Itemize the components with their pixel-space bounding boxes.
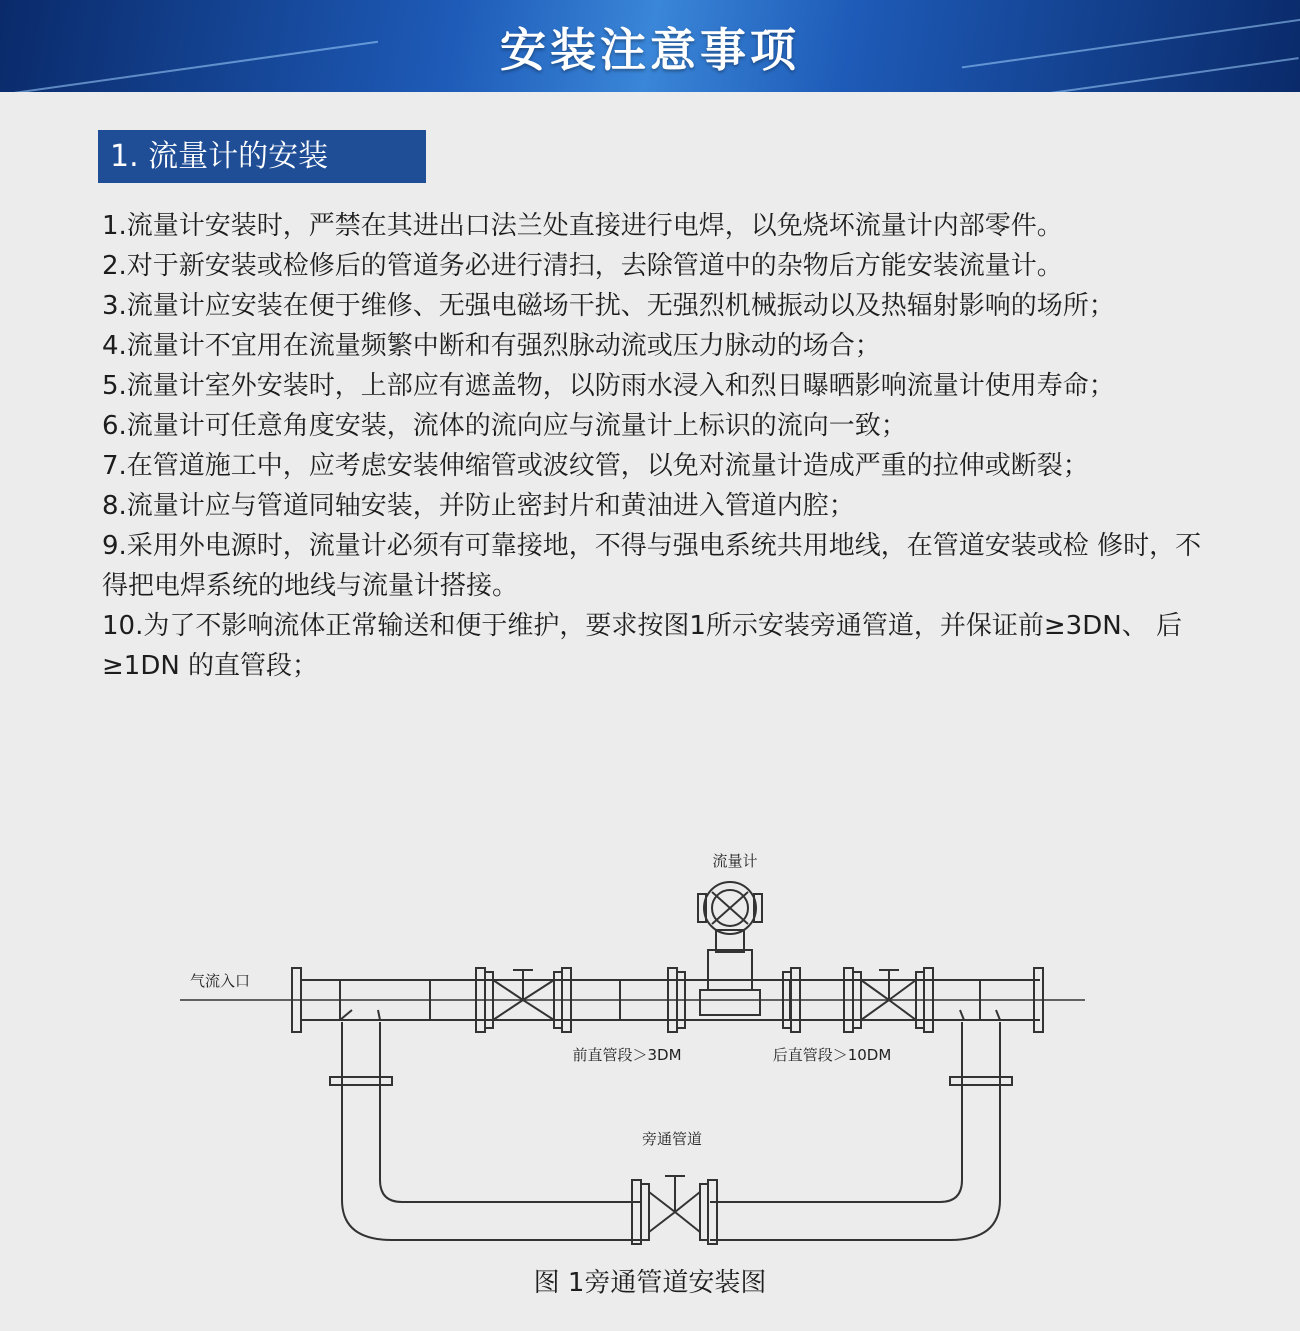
bypass-label: 旁通管道 [641,1130,703,1148]
flowmeter [698,882,762,1015]
instruction-item: 4.流量计不宜用在流量频繁中断和有强烈脉动流或压力脉动的场合； [102,331,881,361]
section-header: 1. 流量计的安装 [98,130,426,183]
instruction-item: 1.流量计安装时，严禁在其进出口法兰处直接进行电焊，以免烧坏流量计内部零件。 [102,211,1063,241]
bypass-right-leg [940,1010,1012,1240]
inlet-label: 气流入口 [190,972,251,990]
page-title: 安装注意事项 [500,23,800,77]
title-banner [0,0,1300,92]
instruction-item: 5.流量计室外安装时，上部应有遮盖物，以防雨水浸入和烈日曝晒影响流量计使用寿命； [102,371,1115,401]
instruction-item: 8.流量计应与管道同轴安装，并防止密封片和黄油进入管道内腔； [102,491,855,521]
bypass-left-leg [330,1010,402,1240]
flowmeter-label: 流量计 [712,852,758,870]
rear-straight-label: 后直管段＞10DM [772,1046,892,1064]
figure-caption: 图 1旁通管道安装图 [533,1268,767,1298]
instruction-item: 3.流量计应安装在便于维修、无强电磁场干扰、无强烈机械振动以及热辐射影响的场所； [102,291,1115,321]
instruction-list [102,206,1212,686]
instruction-item: 9.采用外电源时，流量计必须有可靠接地，不得与强电系统共用地线，在管道安装或检 修时，不得把电焊系统的地线与流量计搭接。 [102,531,1202,601]
front-straight-label: 前直管段＞3DM [572,1046,682,1064]
bypass-installation-diagram [0,840,1300,1280]
instruction-item: 10.为了不影响流体正常输送和便于维护，要求按图1所示安装旁通管道，并保证前≥3DN、 后≥1DN 的直管段； [102,611,1182,681]
instruction-item: 2.对于新安装或检修后的管道务必进行清扫，去除管道中的杂物后方能安装流量计。 [102,251,1063,281]
instruction-item: 6.流量计可任意角度安装，流体的流向应与流量计上标识的流向一致； [102,411,907,441]
bypass-valve [632,1176,717,1244]
instruction-item: 7.在管道施工中，应考虑安装伸缩管或波纹管，以免对流量计造成严重的拉伸或断裂； [102,451,1089,481]
